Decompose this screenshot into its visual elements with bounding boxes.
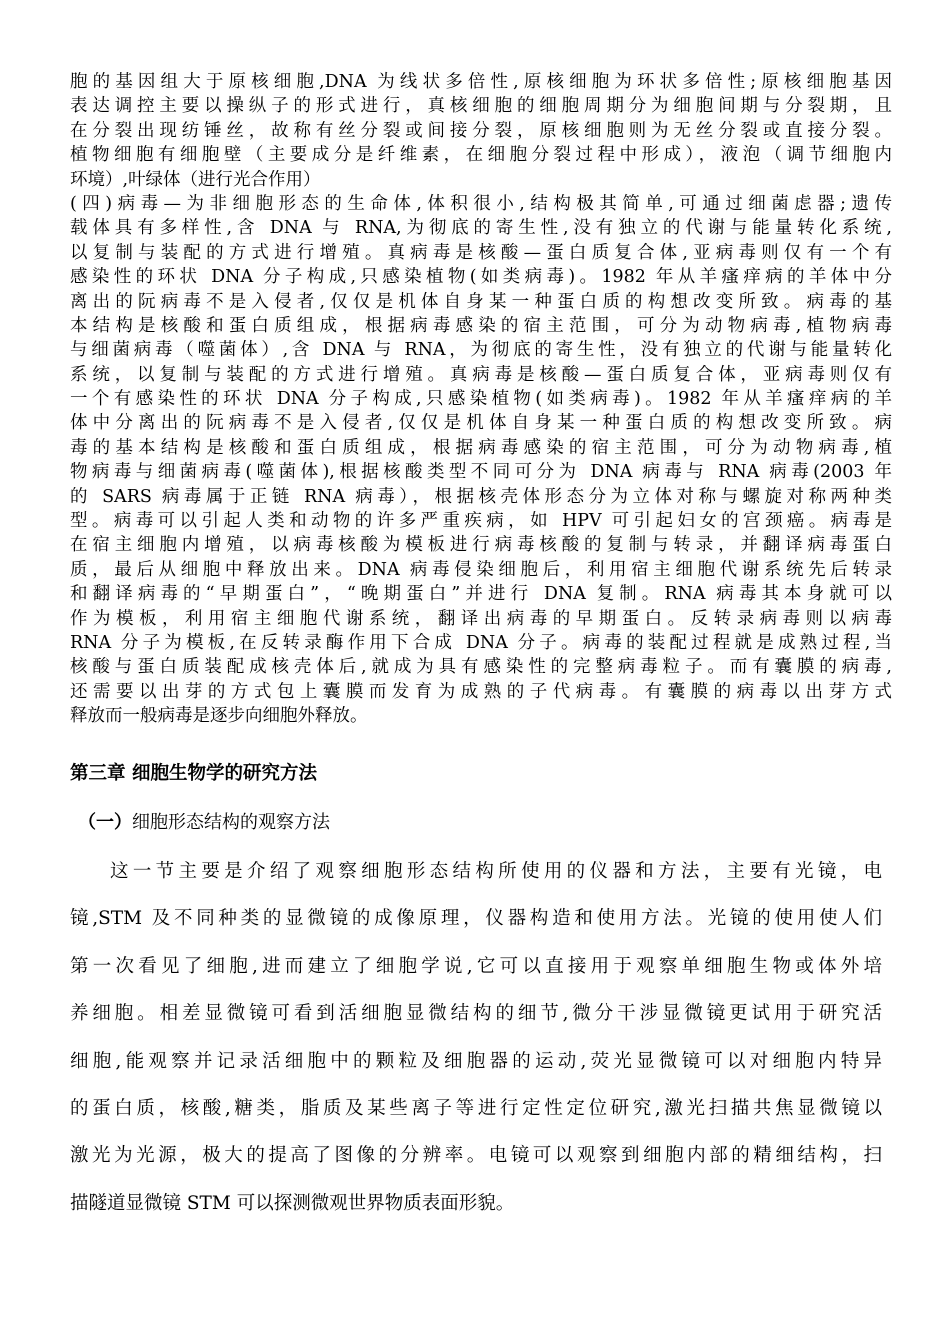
text-line: 载体具有多样性,含 DNA 与 RNA,为彻底的寄生性,没有独立的代谢与能量转化系统, xyxy=(70,218,892,239)
text-line: 型。病毒可以引起人类和动物的许多严重疾病，如 HPV 可引起妇女的宫颈癌。病毒是 xyxy=(70,511,892,532)
text-line: 感染性的环状 DNA 分子构成,只感染植物(如类病毒)。1982 年从羊瘙痒病的羊体中分 xyxy=(70,267,892,288)
chapter-heading: 第三章 细胞生物学的研究方法 xyxy=(70,763,317,784)
text-line: 一个有感染性的环状 DNA 分子构成,只感染植物(如类病毒)。1982 年从羊瘙痒病的羊 xyxy=(70,389,892,410)
text-line: 在分裂出现纺锤丝，故称有丝分裂或间接分裂，原核细胞则为无丝分裂或直接分裂。 xyxy=(70,120,892,141)
section-number: （一） xyxy=(78,812,132,833)
text-line: 在宿主细胞内增殖，以病毒核酸为模板进行病毒核酸的复制与转录，并翻译病毒蛋白 xyxy=(70,535,892,556)
text-line: 养细胞。相差显微镜可看到活细胞显微结构的细节,微分干涉显微镜更试用于研究活 xyxy=(70,1003,882,1025)
text-line: 的 SARS 病毒属于正链 RNA 病毒），根据核壳体形态分为立体对称与螺旋对称两种类 xyxy=(70,486,892,507)
text-line: 作为模板，利用宿主细胞代谢系统，翻译出病毒的早期蛋白。反转录病毒则以病毒 xyxy=(70,608,892,629)
text-line: 释放而一般病毒是逐步向细胞外释放。 xyxy=(70,706,368,727)
text-line: 和翻译病毒的“早期蛋白”，“晚期蛋白”并进行 DNA 复制。RNA 病毒其本身就可以 xyxy=(70,584,892,605)
text-line: 核酸与蛋白质装配成核壳体后,就成为具有感染性的完整病毒粒子。而有囊膜的病毒, xyxy=(70,657,892,678)
section-heading xyxy=(78,810,330,836)
text-line: 描隧道显微镜 STM 可以探测微观世界物质表面形貌。 xyxy=(70,1192,515,1214)
text-line: 表达调控主要以操纵子的形式进行，真核细胞的细胞周期分为细胞间期与分裂期，且 xyxy=(70,96,892,117)
text-line: 细胞,能观察并记录活细胞中的颗粒及细胞器的运动,荧光显微镜可以对细胞内特异 xyxy=(70,1050,882,1072)
body-text-top xyxy=(70,70,892,729)
text-line: 这一节主要是介绍了观察细胞形态结构所使用的仪器和方法，主要有光镜，电 xyxy=(110,861,882,882)
text-line: 激光为光源，极大的提高了图像的分辨率。电镜可以观察到细胞内部的精细结构，扫 xyxy=(70,1145,882,1167)
text-line: 以复制与装配的方式进行增殖。真病毒是核酸—蛋白质复合体,亚病毒则仅有一个有 xyxy=(70,242,892,263)
text-line: 环境）,叶绿体（进行光合作用） xyxy=(70,169,321,190)
text-line: 的蛋白质，核酸,糖类，脂质及某些离子等进行定性定位研究,激光扫描共焦显微镜以 xyxy=(70,1097,882,1119)
text-line: 毒的基本结构是核酸和蛋白质组成，根据病毒感染的宿主范围，可分为动物病毒,植 xyxy=(70,437,892,458)
body-text-methods xyxy=(70,848,882,1227)
text-line: RNA 分子为模板,在反转录酶作用下合成 DNA 分子。病毒的装配过程就是成熟过程,当 xyxy=(70,632,892,653)
text-line: 镜,STM 及不同种类的显微镜的成像原理，仪器构造和使用方法。光镜的使用使人们 xyxy=(70,908,882,930)
text-line: (四)病毒—为非细胞形态的生命体,体积很小,结构极其简单,可通过细菌虑器;遗传 xyxy=(70,193,892,214)
text-line: 物病毒与细菌病毒(噬菌体),根据核酸类型不同可分为 DNA 病毒与 RNA 病毒(2003 年 xyxy=(70,462,892,483)
text-line: 体中分离出的阮病毒不是入侵者,仅仅是机体自身某一种蛋白质的构想改变所致。病 xyxy=(70,413,892,434)
text-line: 与细菌病毒（噬菌体）,含 DNA 与 RNA，为彻底的寄生性，没有独立的代谢与能量转化 xyxy=(70,340,892,361)
text-line: 离出的阮病毒不是入侵者,仅仅是机体自身某一种蛋白质的构想改变所致。病毒的基 xyxy=(70,291,892,312)
text-line: 第一次看见了细胞,进而建立了细胞学说,它可以直接用于观察单细胞生物或体外培 xyxy=(70,955,882,977)
section-title: 细胞形态结构的观察方法 xyxy=(132,812,330,833)
text-line: 植物细胞有细胞壁（主要成分是纤维素，在细胞分裂过程中形成），液泡（调节细胞内 xyxy=(70,145,892,166)
text-line: 本结构是核酸和蛋白质组成，根据病毒感染的宿主范围，可分为动物病毒,植物病毒 xyxy=(70,315,892,336)
text-line: 质，最后从细胞中释放出来。DNA 病毒侵染细胞后，利用宿主细胞代谢系统先后转录 xyxy=(70,559,892,580)
text-line: 还需要以出芽的方式包上囊膜而发育为成熟的子代病毒。有囊膜的病毒以出芽方式 xyxy=(70,681,892,702)
text-line: 胞的基因组大于原核细胞,DNA 为线状多倍性,原核细胞为环状多倍性;原核细胞基因 xyxy=(70,72,892,92)
text-line: 系统，以复制与装配的方式进行增殖。真病毒是核酸—蛋白质复合体，亚病毒则仅有 xyxy=(70,364,892,385)
